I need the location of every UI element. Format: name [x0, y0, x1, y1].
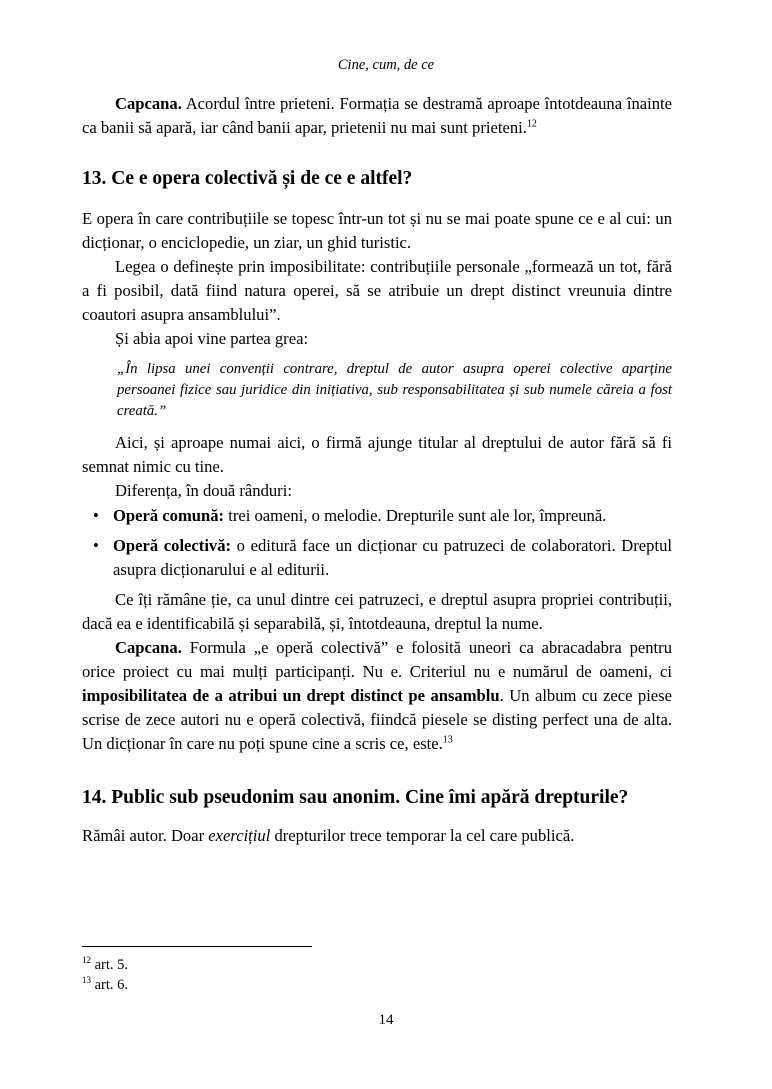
footnote-12 — [82, 955, 128, 975]
trap-paragraph-1 — [82, 92, 672, 140]
section-13-paragraph-2: Legea o definește prin imposibilitate: contribuțiile personale „formează un tot, fără a fi posibil, dată fiind natura operei, să se atribuie un drept distinct vreunuia dintre coautori asupra ansamblului”. — [82, 257, 672, 324]
section-13-paragraph-4: Aici, și aproape numai aici, o firmă ajunge titular al dreptului de autor fără să fi semnat nimic cu tine. — [82, 433, 672, 476]
list-item-label: Operă comună: — [113, 506, 225, 525]
trap-text: Acordul între prieteni. Formația se destramă aproape întotdeauna înainte ca banii să apară, iar când banii apar, prietenii nu mai sunt prieteni. — [82, 94, 672, 137]
list-item — [82, 504, 672, 528]
bullet-marker: • — [93, 506, 99, 525]
trap-text-1: Formula „e operă colectivă” e folosită uneori ca abracadabra pentru orice proiect cu mai mulți participanți. Nu e. Criteriul nu e numărul de oameni, ci — [82, 638, 672, 681]
running-header: Cine, cum, de ce — [337, 57, 435, 73]
section-13-paragraph-3: Și abia apoi vine partea grea: — [115, 329, 309, 348]
footnote-number: 12 — [82, 955, 91, 966]
trap-paragraph-2 — [82, 636, 672, 756]
footnote-separator — [82, 946, 312, 947]
footnote-number: 13 — [82, 975, 91, 986]
list-item — [82, 534, 672, 582]
bullet-marker: • — [93, 536, 99, 555]
section-13-heading: 13. Ce e opera colectivă și de ce e altfel? — [82, 168, 413, 189]
section-14-text-b: drepturilor trece temporar la cel care publică. — [270, 826, 575, 845]
difference-list — [82, 504, 672, 582]
footnotes — [82, 955, 128, 995]
page-number: 14 — [378, 1012, 394, 1028]
trap-label: Capcana. — [115, 94, 182, 113]
footnote-ref-13[interactable]: 13 — [442, 734, 453, 746]
trap-text-2: . Un album cu zece piese scrise de zece autori nu e operă colectivă, fiindcă piesele se disting perfect una de alta. Un dicționar în care nu poți spune cine a scris ce, este. — [82, 686, 672, 753]
section-14-heading: 14. Public sub pseudonim sau anonim. Cine îmi apără drepturile? — [82, 787, 629, 808]
exercise-emphasis: exercițiul — [208, 826, 271, 845]
list-item-label: Operă colectivă: — [113, 536, 232, 555]
list-item-text: o editură face un dicționar cu patruzeci de colaboratori. Dreptul asupra dicționarului e al editurii. — [113, 536, 672, 579]
list-item-text: trei oameni, o melodie. Drepturile sunt ale lor, împreună. — [224, 506, 607, 525]
section-13-paragraph-1: E opera în care contribuțiile se topesc într-un tot și nu se mai poate spune ce e al cui: un dicționar, o enciclopedie, un ziar, un ghid turistic. — [82, 209, 672, 252]
law-quote: „În lipsa unei convenții contrare, dreptul de autor asupra operei colective aparține persoanei fizice sau juridice din inițiativa, sub responsabilitatea și sub numele căreia a fost creată.” — [117, 361, 672, 419]
page-body — [82, 92, 672, 848]
footnote-text: art. 5. — [91, 957, 129, 973]
section-13-paragraph-5: Diferența, în două rânduri: — [115, 481, 292, 500]
criterion-emphasis: imposibilitatea de a atribui un drept distinct pe ansamblu — [82, 686, 500, 705]
section-14-text-a: Rămâi autor. Doar — [82, 826, 209, 845]
footnote-ref-12[interactable]: 12 — [526, 118, 537, 130]
section-13-paragraph-6: Ce îți rămâne ție, ca unul dintre cei patruzeci, e dreptul asupra propriei contribuții, dacă ea e identificabilă și separabilă, și, întotdeauna, dreptul la nume. — [82, 590, 672, 633]
trap-label: Capcana. — [115, 638, 182, 657]
footnote-13 — [82, 975, 128, 995]
footnote-text: art. 6. — [91, 977, 129, 993]
section-14-paragraph-1 — [82, 824, 672, 848]
